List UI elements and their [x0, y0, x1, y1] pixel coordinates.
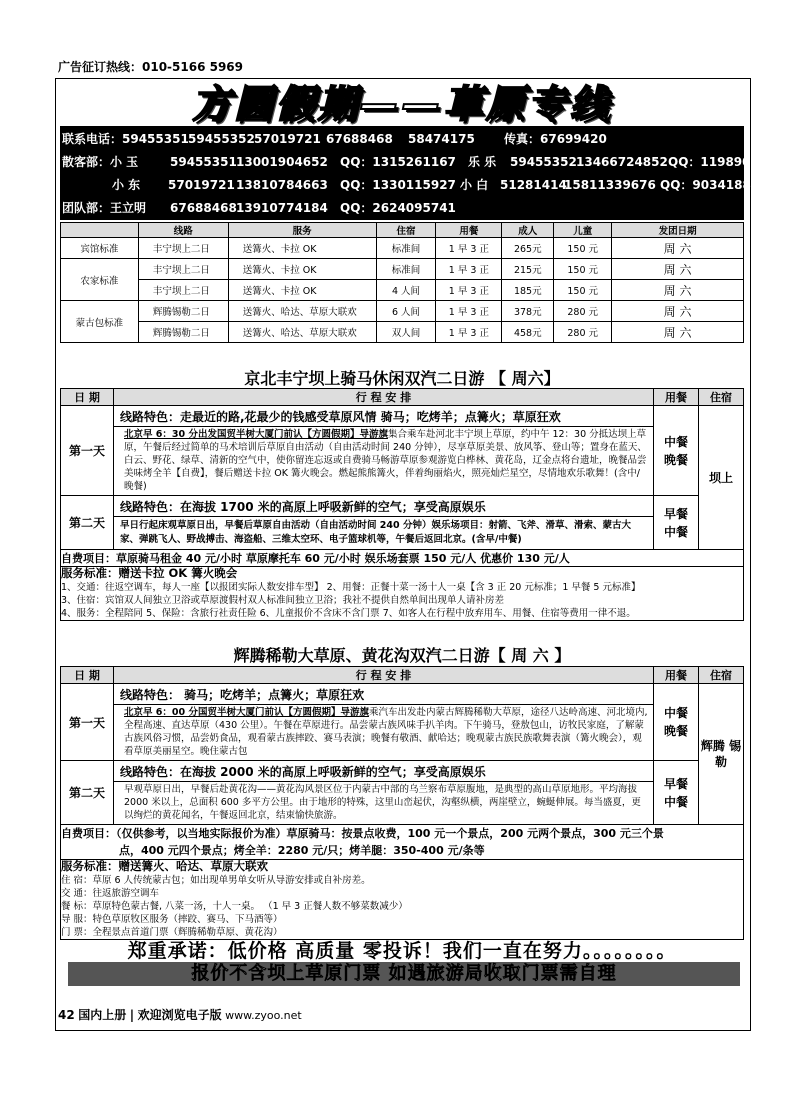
meal: 中餐 — [663, 706, 688, 720]
table-row — [61, 860, 744, 940]
price-cell: 丰宁坝上二日 — [138, 259, 228, 280]
route-feature: 线路特色：在海拔 1700 米的高原上呼吸新鲜的空气；享受高原娱乐 — [114, 496, 653, 517]
contact-block — [60, 126, 784, 220]
price-cell: 标准间 — [376, 259, 436, 280]
meal: 早餐 — [663, 506, 688, 521]
price-cell: 丰宁坝上二日 — [138, 238, 228, 259]
header-date: 日 期 — [61, 389, 114, 406]
day-label: 第一天 — [61, 684, 114, 761]
contact-phone-label: 联系电话：59455351 — [62, 132, 189, 146]
price-header: 儿童 — [554, 223, 612, 238]
contact-qq: QQ：1315261167 — [340, 155, 456, 169]
price-cell: 标准间 — [376, 238, 436, 259]
table-row — [61, 259, 744, 280]
contact-phone: 57019721 — [168, 178, 235, 192]
meal-cell — [654, 496, 699, 550]
stay-cell: 坝上 — [699, 406, 744, 550]
price-header-blank — [61, 223, 139, 238]
promise-slogan: 郑重承诺：低价格 高质量 零投诉！我们一直在努力。。。。。。。。 — [127, 940, 677, 962]
route-description — [114, 705, 653, 760]
contact-name: 小 东 — [112, 178, 141, 192]
tour1-itinerary-table — [60, 388, 744, 621]
header-meal: 用餐 — [654, 389, 699, 406]
price-group: 宾馆标准 — [61, 238, 139, 259]
table-row — [61, 322, 744, 343]
table-row — [61, 280, 744, 301]
meal-cell — [654, 761, 699, 825]
price-cell: 378元 — [502, 301, 554, 322]
price-cell: 丰宁坝上二日 — [138, 280, 228, 301]
day-content — [114, 496, 654, 550]
contact-mobile: 13910774184 — [236, 201, 328, 215]
optional-items — [61, 825, 744, 860]
price-cell: 185元 — [502, 280, 554, 301]
header-stay: 住宿 — [699, 389, 744, 406]
service-line: 导 服：特色草原牧区服务（摔跤、赛马、下马酒等） — [61, 914, 283, 925]
service-line: 1、交通：往返空调车，每人一座【以报团实际人数安排车型】 2、用餐：正餐十菜一汤十人一桌【含 3 正 20 元标准；1 早餐 5 元标准】 — [61, 582, 641, 593]
price-header-row — [61, 223, 744, 238]
service-standard — [61, 567, 744, 621]
price-cell: 周 六 — [612, 280, 744, 301]
header-meal: 用餐 — [654, 667, 699, 684]
price-cell: 辉腾锡勒二日 — [138, 301, 228, 322]
contact-mobile: 13001904652 — [236, 155, 328, 169]
price-header: 服务 — [228, 223, 376, 238]
price-cell: 送篝火、哈达、草原大联欢 — [228, 322, 376, 343]
route-feature: 线路特色：在海拔 2000 米的高原上呼吸新鲜的空气；享受高原娱乐 — [114, 761, 653, 782]
price-cell: 280 元 — [554, 301, 612, 322]
price-cell: 1 早 3 正 — [436, 238, 502, 259]
meeting-point: 北京早 6：00 分国贸半树大厦门前认【方圆假期】导游旗 — [124, 707, 369, 718]
service-title: 服务标准：赠送篝火、哈达、草原大联欢 — [61, 859, 268, 873]
day-content — [114, 684, 654, 761]
contact-row-retail-1 — [62, 153, 784, 170]
contact-qq: QQ：1330115927 — [340, 178, 456, 192]
table-row — [61, 567, 744, 621]
tour1-title: 京北丰宁坝上骑马休闲双汽二日游 【 周六】 — [244, 369, 560, 388]
contact-phone: 51281414 — [500, 178, 567, 192]
service-line: 3、住宿：宾馆双人间独立卫浴或草原渡假村双人标准间独立卫浴；我社不提供自然单间出现单人请补房差 — [61, 595, 505, 606]
table-row — [61, 550, 744, 567]
meal-cell — [654, 406, 699, 496]
price-cell: 周 六 — [612, 238, 744, 259]
optional-line: 点，400 元四个景点；烤全羊：2280 元/只；烤羊腿：350-400 元/条等 — [119, 844, 485, 857]
price-cell: 6 人间 — [376, 301, 436, 322]
day-label: 第二天 — [61, 496, 114, 550]
contact-name: 小 白 — [460, 178, 489, 192]
optional-items: 自费项目：草原骑马租金 40 元/小时 草原摩托车 60 元/小时 娱乐场套票 150 元/人 优惠价 130 元/人 — [61, 550, 744, 567]
contact-qq: QQ：2624095741 — [340, 201, 456, 215]
contact-mobile: 13466724852 — [576, 155, 668, 169]
ticket-notice: 报价不含坝上草原门票 如遇旅游局收取门票需自理 — [68, 962, 740, 986]
route-description: 早日行起床观草原日出，早餐后草原自由活动（自由活动时间 240 分钟）娱乐场项目：射箭、飞斧、滑草、滑索、蒙古大家、弹跳飞人、野战搏击、海盗船、三维太空环、电子篮球机等，午餐后返回北京。(含早/中餐) — [120, 520, 631, 545]
route-feature: 线路特色：走最近的路,花最少的钱感受草原风情 骑马；吃烤羊；点篝火；草原狂欢 — [114, 406, 653, 427]
meal: 中餐 — [663, 524, 688, 539]
price-cell: 送篝火、卡拉 OK — [228, 259, 376, 280]
service-line: 4、服务：全程陪同 5、保险：含旅行社责任险 6、儿童报价不含床不含门票 7、如客人在行程中放弃用车、用餐、住宿等费用一律不退。 — [61, 608, 636, 619]
service-title: 服务标准：赠送卡拉 OK 篝火晚会 — [61, 566, 238, 580]
table-row — [61, 238, 744, 259]
price-cell: 150 元 — [554, 259, 612, 280]
contact-phone: 67688468 — [170, 201, 237, 215]
price-cell: 150 元 — [554, 238, 612, 259]
table-row — [61, 496, 744, 550]
header-itinerary: 行 程 安 排 — [114, 667, 654, 684]
day-content — [114, 761, 654, 825]
table-row — [61, 761, 744, 825]
banner-title: 方圆假期——草原专线 — [191, 82, 612, 126]
price-cell: 周 六 — [612, 322, 744, 343]
stay-cell: 辉腾 锡勒 — [699, 684, 744, 825]
price-header: 住宿 — [376, 223, 436, 238]
price-cell: 辉腾锡勒二日 — [138, 322, 228, 343]
price-group: 蒙古包标准 — [61, 301, 139, 343]
contact-mobile: 15811339676 — [564, 178, 656, 192]
contact-phone: 59455352 — [188, 132, 255, 146]
meal-cell — [654, 684, 699, 761]
ad-hotline: 广告征订热线：010-5166 5969 — [58, 60, 244, 74]
contact-row-retail-2 — [112, 176, 768, 193]
page-number: 42 — [58, 1008, 75, 1022]
description-text: 乘汽车出发赴内蒙古辉腾稀勒大草原，途径八达岭高速、河北境内, 全程高速、直达草原（430 公里）。午餐在草原进行。品尝蒙古族风味手扒羊肉。下午骑马，登敖包山，访牧民家庭，了解蒙古族风俗习惯，品尝奶食品，观看蒙古族摔跤、赛马表演；晚餐有敬酒、献哈达；晚观蒙古族民族歌舞表演（篝火晚会），观看草原美丽星空。晚住蒙古包 — [124, 707, 648, 757]
price-group: 农家标准 — [61, 259, 139, 301]
price-cell: 送篝火、哈达、草原大联欢 — [228, 301, 376, 322]
contact-phone: 67688468 — [326, 132, 393, 146]
section-name: 国内上册 — [78, 1008, 127, 1022]
price-cell: 送篝火、卡拉 OK — [228, 238, 376, 259]
itinerary-header-row — [61, 389, 744, 406]
optional-line: 自费项目：（仅供参考，以当地实际报价为准）草原骑马：按景点收费，100 元一个景点，200 元两个景点，300 元三个景 — [61, 827, 664, 840]
price-cell: 1 早 3 正 — [436, 301, 502, 322]
header-stay: 住宿 — [699, 667, 744, 684]
service-line: 餐 标：草原特色蒙古餐, 八菜一汤，十人一桌。 （1 早 3 正餐人数不够菜数减少） — [61, 901, 408, 912]
price-cell: 458元 — [502, 322, 554, 343]
header-date: 日 期 — [61, 667, 114, 684]
price-cell: 周 六 — [612, 259, 744, 280]
price-header: 线路 — [138, 223, 228, 238]
table-row — [61, 684, 744, 761]
contact-phone: 59455352 — [510, 155, 577, 169]
price-cell: 1 早 3 正 — [436, 280, 502, 301]
tour2-title: 辉腾稀勒大草原、黄花沟双汽二日游【 周 六 】 — [233, 646, 571, 665]
contact-phone: 57019721 — [254, 132, 321, 146]
contact-row-group — [62, 199, 456, 216]
route-feature: 线路特色： 骑马；吃烤羊；点篝火；草原狂欢 — [114, 684, 653, 705]
contact-name: 团队部：王立明 — [62, 201, 147, 215]
itinerary-header-row — [61, 667, 744, 684]
description-text: 集合乘车赴河北丰宁坝上草原，约中午 12：30 分抵达坝上草原，午餐后经过简单的马术培训后草原自由活动（自由活动时间 240 分钟），尽享草原美景、放风筝、登山等；置身在蓝天、白云、野花、绿草、清新的空气中，使你留连忘返或自费骑马畅游草原参观游览白桦林、黄花岛，辽金点将台遗址，晚餐品尝美味烤全羊【自费】，餐后赠送卡拉 OK 篝火晚会。燃起熊熊篝火，伴着绚丽焰火，照亮灿烂星空，尽情地欢乐歌舞！(含中/晚餐) — [124, 429, 647, 492]
website-url: www.zyoo.net — [225, 1009, 302, 1022]
price-cell: 265元 — [502, 238, 554, 259]
price-table — [60, 222, 744, 343]
contact-qq: QQ：903418872 — [660, 178, 768, 192]
day-content — [114, 406, 654, 496]
contact-phone: 58474175 — [408, 132, 475, 146]
meal: 中餐 — [663, 794, 688, 809]
header-itinerary: 行 程 安 排 — [114, 389, 654, 406]
contact-qq: QQ：1198908645 — [668, 155, 784, 169]
route-description — [114, 427, 653, 495]
price-header: 用餐 — [436, 223, 502, 238]
route-description: 早观草原日出，早餐后赴黄花沟——黄花沟风景区位于内蒙古中部的乌兰察布草原腹地，是典型的高山草原地形。平均海拔 2000 米以上，总面积 600 多平方公里。由于地形的特殊，这里山峦起伏，沟壑纵横，两崖壁立，蜿蜒伸展。每当盛夏，更以绚烂的黄花闻名，午餐返回北京，结束愉快旅游。 — [124, 784, 641, 821]
meal: 晚餐 — [663, 452, 688, 467]
contact-fax: 传真：67699420 — [504, 132, 607, 146]
table-row — [61, 825, 744, 860]
footer-separator: | — [129, 1008, 135, 1022]
meeting-point: 北京早 6：30 分出发国贸半树大厦门前认【方圆假期】导游旗 — [124, 429, 388, 440]
contact-mobile: 13810784663 — [236, 178, 328, 192]
table-row — [61, 406, 744, 496]
price-cell: 周 六 — [612, 301, 744, 322]
meal: 晚餐 — [663, 724, 688, 738]
service-line: 住 宿：草原 6 人传统蒙古包；如出现单男单女听从导游安排或自补房差。 — [61, 875, 371, 886]
price-cell: 1 早 3 正 — [436, 322, 502, 343]
service-line: 门 票：全程景点首道门票（辉腾稀勒草原、黄花沟） — [61, 927, 283, 938]
contact-phone: 59455351 — [170, 155, 237, 169]
meal: 中餐 — [663, 434, 688, 449]
day-label: 第一天 — [61, 406, 114, 496]
price-cell: 215元 — [502, 259, 554, 280]
day-label: 第二天 — [61, 761, 114, 825]
price-header: 发团日期 — [612, 223, 744, 238]
footer-text: 欢迎浏览电子版 — [137, 1008, 222, 1022]
price-cell: 1 早 3 正 — [436, 259, 502, 280]
price-header: 成人 — [502, 223, 554, 238]
table-row — [61, 301, 744, 322]
tour2-itinerary-table — [60, 666, 744, 940]
price-cell: 双人间 — [376, 322, 436, 343]
service-line: 交 通：往返旅游空调车 — [61, 888, 160, 899]
contact-name: 乐 乐 — [468, 155, 497, 169]
service-standard — [61, 860, 744, 940]
price-cell: 送篝火、卡拉 OK — [228, 280, 376, 301]
page-footer — [58, 1006, 302, 1023]
contact-name: 散客部：小 玉 — [62, 155, 139, 169]
contact-row-phones — [62, 130, 607, 147]
price-cell: 150 元 — [554, 280, 612, 301]
meal: 早餐 — [663, 776, 688, 791]
price-cell: 280 元 — [554, 322, 612, 343]
price-cell: 4 人间 — [376, 280, 436, 301]
